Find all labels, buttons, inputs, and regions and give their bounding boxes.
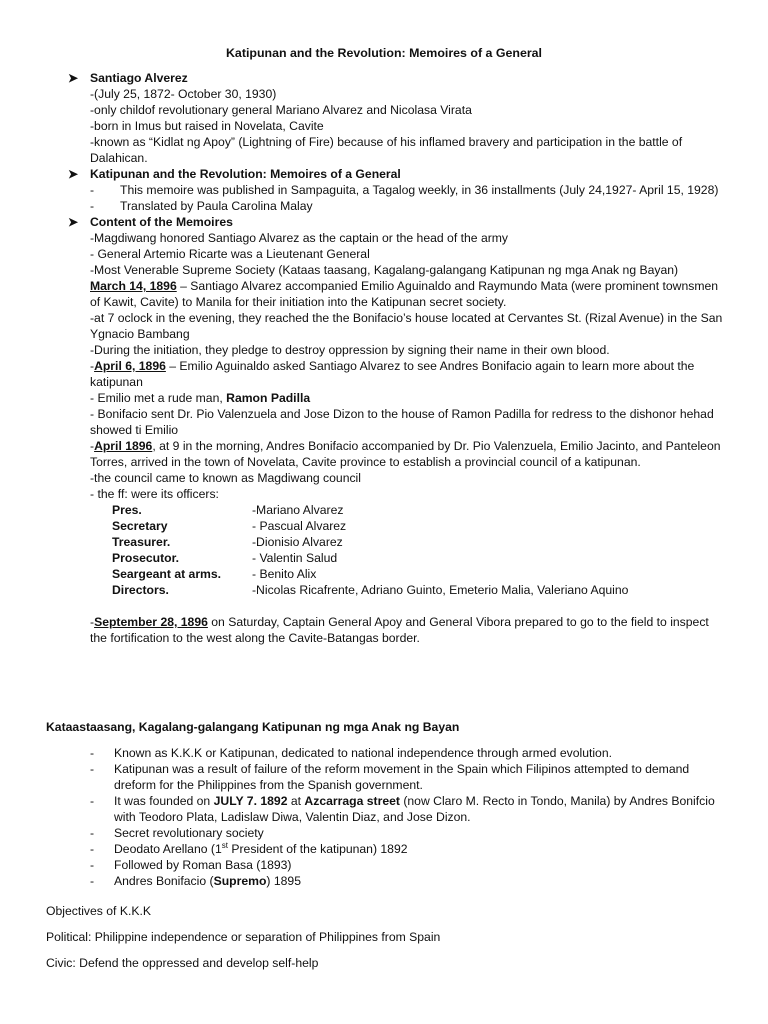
arrow-bullet-icon: ➤ — [68, 167, 79, 181]
paragraph-april: -April 1896, at 9 in the morning, Andres Bonifacio accompanied by Dr. Pio Valenzuela, Emilio Jacinto, and Panteleon Torres, arrived in the town of Novelata, Cavite province to establish a provincial council of a katipunan. — [90, 439, 721, 469]
officer-name: - Benito Alix — [252, 567, 317, 581]
list-item: - Followed by Roman Basa (1893) — [90, 858, 292, 872]
date-september: September 28, 1896 — [94, 615, 208, 629]
dash-bullet: - — [90, 762, 95, 776]
objectives-heading: Objectives of K.K.K — [46, 904, 151, 918]
date-march: March 14, 1896 — [90, 279, 177, 293]
paragraph-september: -September 28, 1896 on Saturday, Captain General Apoy and General Vibora prepared to go to the field to inspect the fortification to the west along the Cavite-Batangas border. — [90, 615, 709, 645]
text-line: - the ff: were its officers: — [90, 487, 219, 501]
dash-bullet: - — [90, 746, 95, 760]
officer-row — [90, 534, 728, 550]
objective-political: Political: Philippine independence or separation of Philippines from Spain — [46, 930, 441, 944]
paragraph-april6: -April 6, 1896 – Emilio Aguinaldo asked Santiago Alvarez to see Andres Bonifacio again to learn more about the katipunan — [90, 359, 695, 389]
text-line: -Magdiwang honored Santiago Alvarez as the captain or the head of the army — [90, 231, 509, 245]
name-ramon-padilla: Ramon Padilla — [226, 391, 311, 405]
officer-role: Pres. — [112, 503, 142, 517]
officer-role: Treasurer. — [112, 535, 171, 549]
text-line: -the council came to known as Magdiwang council — [90, 471, 361, 485]
officer-role: Prosecutor. — [112, 551, 180, 565]
officer-name: -Nicolas Ricafrente, Adriano Guinto, Emeterio Malia, Valeriano Aquino — [252, 583, 629, 597]
founding-place: Azcarraga street — [304, 794, 400, 808]
dash-bullet: - — [90, 842, 95, 856]
officer-role: Secretary — [112, 519, 168, 533]
text-line: - Bonifacio sent Dr. Pio Valenzuela and Jose Dizon to the house of Ramon Padilla for redress to the dishonor hehad showed ti Emilio — [90, 407, 714, 437]
arrow-bullet-icon: ➤ — [68, 215, 79, 229]
officer-row — [90, 566, 728, 582]
officer-name: - Pascual Alvarez — [252, 519, 347, 533]
text-line: -During the initiation, they pledge to destroy oppression by signing their name in their own blood. — [90, 343, 610, 357]
paragraph-march: March 14, 1896 – Santiago Alvarez accompanied Emilio Aguinaldo and Raymundo Mata (were prominent townsmen of Kawit, Cavite) to Manila for their initiation into the Katipunan secret society. — [90, 279, 719, 309]
dash-bullet: - — [90, 183, 95, 197]
text-line: -Most Venerable Supreme Society (Kataas taasang, Kagalang-galangang Katipunan ng mga Anak ng Bayan) — [90, 263, 679, 277]
officer-row — [90, 502, 728, 518]
paragraph-rude-man: - Emilio met a rude man, Ramon Padilla — [90, 391, 311, 405]
text-line: -born in Imus but raised in Novelata, Cavite — [90, 119, 324, 133]
heading-content: ➤ Content of the Memoires — [68, 215, 233, 229]
section-title-kkk: Kataastaasang, Kagalang-galangang Katipunan ng mga Anak ng Bayan — [46, 720, 460, 734]
officer-row — [90, 550, 728, 566]
spacer — [68, 598, 728, 614]
arrow-bullet-icon: ➤ — [68, 71, 79, 85]
officer-name: -Mariano Alvarez — [252, 503, 344, 517]
founding-date: JULY 7. 1892 — [213, 794, 288, 808]
section-kkk-list — [90, 745, 730, 889]
list-item: - Deodato Arellano (1st President of the katipunan) 1892 — [90, 840, 408, 856]
list-item: - Known as K.K.K or Katipunan, dedicated to national independence through armed evolution. — [90, 746, 613, 760]
officer-role: Directors. — [112, 583, 169, 597]
heading-santiago: ➤ Santiago Alverez — [68, 71, 188, 85]
list-item: - Secret revolutionary society — [90, 826, 264, 840]
dash-list-item: - Translated by Paula Carolina Malay — [90, 199, 313, 213]
dash-bullet: - — [90, 199, 95, 213]
dash-bullet: - — [90, 874, 95, 888]
officer-row — [90, 582, 728, 598]
officers-list — [68, 502, 728, 598]
superscript-st: st — [221, 840, 228, 850]
page-title: Katipunan and the Revolution: Memoires of a General — [225, 46, 542, 60]
officer-name: - Valentin Salud — [252, 551, 338, 565]
list-item: - Katipunan was a result of failure of the reform movement in the Spain which Filipinos attempted to demand dreform for the Philippines from the Spanish government. — [90, 762, 690, 792]
text-line: -(July 25, 1872- October 30, 1930) — [90, 87, 277, 101]
text-line: -only childof revolutionary general Mariano Alvarez and Nicolasa Virata — [90, 103, 472, 117]
officer-role: Seargeant at arms. — [112, 567, 222, 581]
dash-bullet: - — [90, 826, 95, 840]
officer-row — [90, 518, 728, 534]
officer-name: -Dionisio Alvarez — [252, 535, 343, 549]
date-april6: April 6, 1896 — [94, 359, 166, 373]
heading-memoires: ➤ Katipunan and the Revolution: Memoires of a General — [68, 167, 401, 181]
date-april: April 1896 — [94, 439, 153, 453]
section-memoires — [68, 70, 728, 646]
dash-bullet: - — [90, 858, 95, 872]
dash-list-item: - This memoire was published in Sampaguita, a Tagalog weekly, in 36 installments (July 24,1927- April 15, 1928) — [90, 183, 719, 197]
list-item: - It was founded on JULY 7. 1892 at Azcarraga street (now Claro M. Recto in Tondo, Manila) by Andres Bonifcio with Teodoro Plata, Ladislaw Diwa, Valentin Diaz, and Jose Dizon. — [90, 794, 715, 824]
dash-bullet: - — [90, 794, 95, 808]
text-line: - General Artemio Ricarte was a Lieutenant General — [90, 247, 370, 261]
supremo-label: Supremo — [213, 874, 267, 888]
text-line: -known as “Kidlat ng Apoy” (Lightning of Fire) because of his inflamed bravery and participation in the battle of Dalahican. — [90, 135, 683, 165]
objective-civic: Civic: Defend the oppressed and develop self-help — [46, 956, 319, 970]
list-item: - Andres Bonifacio (Supremo) 1895 — [90, 874, 301, 888]
text-line: -at 7 oclock in the evening, they reached the the Bonifacio’s house located at Cervantes St. (Rizal Avenue) in the San Ygnacio Bambang — [90, 311, 723, 341]
